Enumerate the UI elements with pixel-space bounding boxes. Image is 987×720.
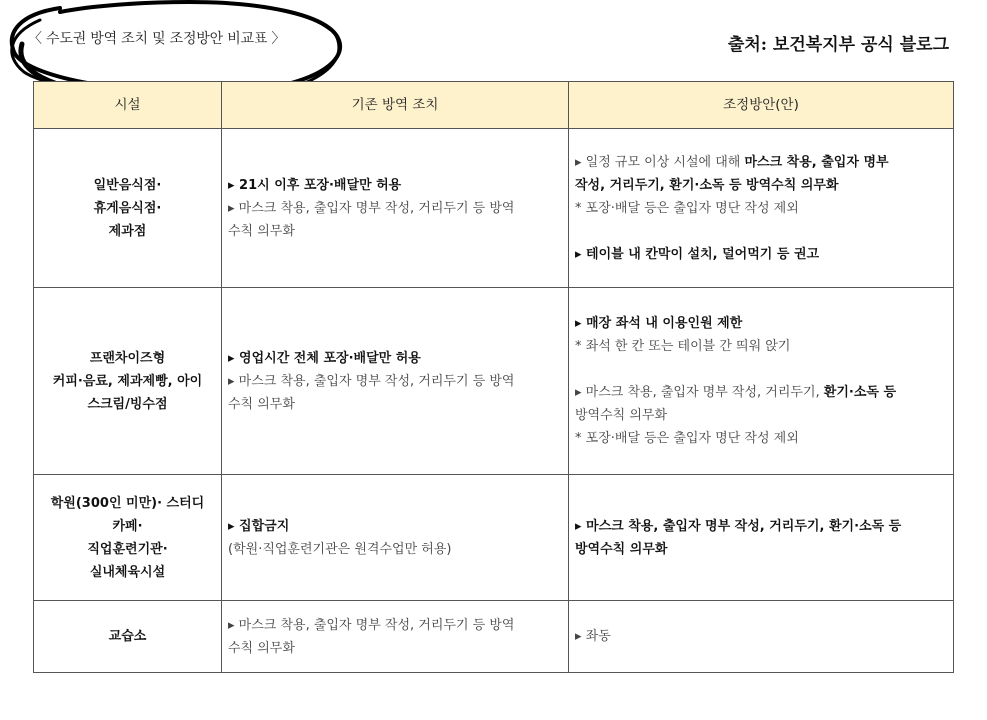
facility-name-line: 휴게음식점· [93, 200, 162, 216]
facility-name-line: 학원(300인 미만)· 스터디 [50, 495, 205, 511]
existing-measure-line [228, 370, 562, 393]
proposed-measure-line [575, 538, 947, 561]
proposed-measure-line [575, 174, 947, 197]
proposed-measure-text: ▸ 일정 규모 이상 시설에 대해 [575, 154, 745, 170]
proposed-measure-spacer [575, 220, 947, 243]
existing-measures-cell [222, 601, 569, 673]
existing-measure-line [228, 347, 562, 370]
proposed-measure-bold-text: 방역수칙 의무화 [575, 541, 668, 557]
existing-measure-bold-text: ▸ 21시 이후 포장·배달만 허용 [228, 177, 402, 193]
proposed-measure-line [575, 381, 947, 404]
existing-measure-line [228, 515, 562, 538]
facility-cell [34, 475, 222, 601]
proposed-measure-line [575, 335, 947, 358]
facility-name-line: 일반음식점· [93, 177, 162, 193]
proposed-measure-spacer [575, 358, 947, 381]
facility-name-line: 교습소 [108, 629, 147, 644]
proposed-adjustment-cell [569, 601, 954, 673]
facility-cell [34, 129, 222, 288]
proposed-measure-text: 방역수칙 의무화 [575, 408, 668, 423]
proposed-measure-line [575, 312, 947, 335]
header-proposed-adjustment: 조정방안(안) [569, 82, 954, 129]
proposed-measure-bold-text: 환기·소독 등 [823, 385, 897, 400]
existing-measure-text: ▸ 마스크 착용, 출입자 명부 작성, 거리두기 등 방역 [228, 373, 515, 389]
header-facility: 시설 [34, 82, 222, 129]
existing-measure-text: 수칙 의무화 [228, 640, 295, 656]
proposed-adjustment-cell [569, 129, 954, 288]
existing-measure-line [228, 197, 562, 220]
facility-cell [34, 288, 222, 475]
proposed-measure-bold-text: 마스크 착용, 출입자 명부 [744, 154, 889, 170]
proposed-measure-text: ▸ 좌동 [575, 629, 611, 644]
facility-name-line: 제과점 [108, 223, 147, 239]
proposed-measure-line [575, 515, 947, 538]
proposed-measure-text: ▸ 마스크 착용, 출입자 명부 작성, 거리두기, [575, 385, 824, 400]
facility-cell [34, 601, 222, 673]
existing-measure-text: 수칙 의무화 [228, 223, 295, 239]
existing-measure-bold-text: ▸ 영업시간 전체 포장·배달만 허용 [228, 350, 421, 366]
proposed-measure-text: * 포장·배달 등은 출입자 명단 작성 제외 [575, 431, 799, 446]
facility-name-line: 스크림/빙수점 [87, 396, 168, 412]
facility-name-line: 커피·음료, 제과제빵, 아이 [52, 373, 203, 389]
facility-name-line: 실내체육시설 [89, 564, 166, 580]
proposed-adjustment-cell [569, 475, 954, 601]
table-row [34, 129, 954, 288]
table-row [34, 475, 954, 601]
proposed-measure-line [575, 404, 947, 427]
proposed-measure-bold-text: ▸ 매장 좌석 내 이용인원 제한 [575, 316, 743, 331]
proposed-measure-bold-text: 작성, 거리두기, 환기·소독 등 방역수칙 의무화 [575, 177, 839, 193]
source-credit: 출처: 보건복지부 공식 블로그 [727, 35, 949, 55]
existing-measures-cell [222, 288, 569, 475]
header-existing-measures: 기존 방역 조치 [222, 82, 569, 129]
proposed-measure-bold-text: ▸ 마스크 착용, 출입자 명부 작성, 거리두기, 환기·소독 등 [575, 518, 902, 534]
existing-measure-line [228, 393, 562, 416]
existing-measure-text: ▸ 마스크 착용, 출입자 명부 작성, 거리두기 등 방역 [228, 200, 515, 216]
facility-name-line: 프랜차이즈형 [89, 350, 166, 366]
table-row [34, 601, 954, 673]
proposed-measure-line [575, 625, 947, 648]
existing-measure-text: ▸ 마스크 착용, 출입자 명부 작성, 거리두기 등 방역 [228, 617, 515, 633]
header-row [34, 82, 954, 129]
proposed-adjustment-cell [569, 288, 954, 475]
existing-measure-text: 수칙 의무화 [228, 396, 295, 412]
proposed-measure-line [575, 197, 947, 220]
proposed-measure-line [575, 243, 947, 266]
existing-measure-line [228, 637, 562, 660]
existing-measures-cell [222, 475, 569, 601]
proposed-measure-text: * 포장·배달 등은 출입자 명단 작성 제외 [575, 200, 799, 216]
existing-measure-line [228, 538, 562, 561]
existing-measure-text: (학원·직업훈련기관은 원격수업만 허용) [228, 541, 452, 557]
proposed-measure-line [575, 151, 947, 174]
table-row [34, 288, 954, 475]
proposed-measure-line [575, 427, 947, 450]
facility-name-line: 카페· [112, 518, 143, 534]
facility-name-line: 직업훈련기관· [87, 541, 168, 557]
existing-measure-bold-text: ▸ 집합금지 [228, 518, 290, 534]
table-title: 〈 수도권 방역 조치 및 조정방안 비교표 〉 [28, 31, 286, 47]
existing-measures-cell [222, 129, 569, 288]
existing-measure-line [228, 220, 562, 243]
comparison-table [33, 81, 954, 673]
existing-measure-line [228, 614, 562, 637]
proposed-measure-text: * 좌석 한 칸 또는 테이블 간 띄워 앉기 [575, 339, 791, 354]
existing-measure-line [228, 174, 562, 197]
proposed-measure-bold-text: ▸ 테이블 내 칸막이 설치, 덜어먹기 등 권고 [575, 246, 820, 262]
